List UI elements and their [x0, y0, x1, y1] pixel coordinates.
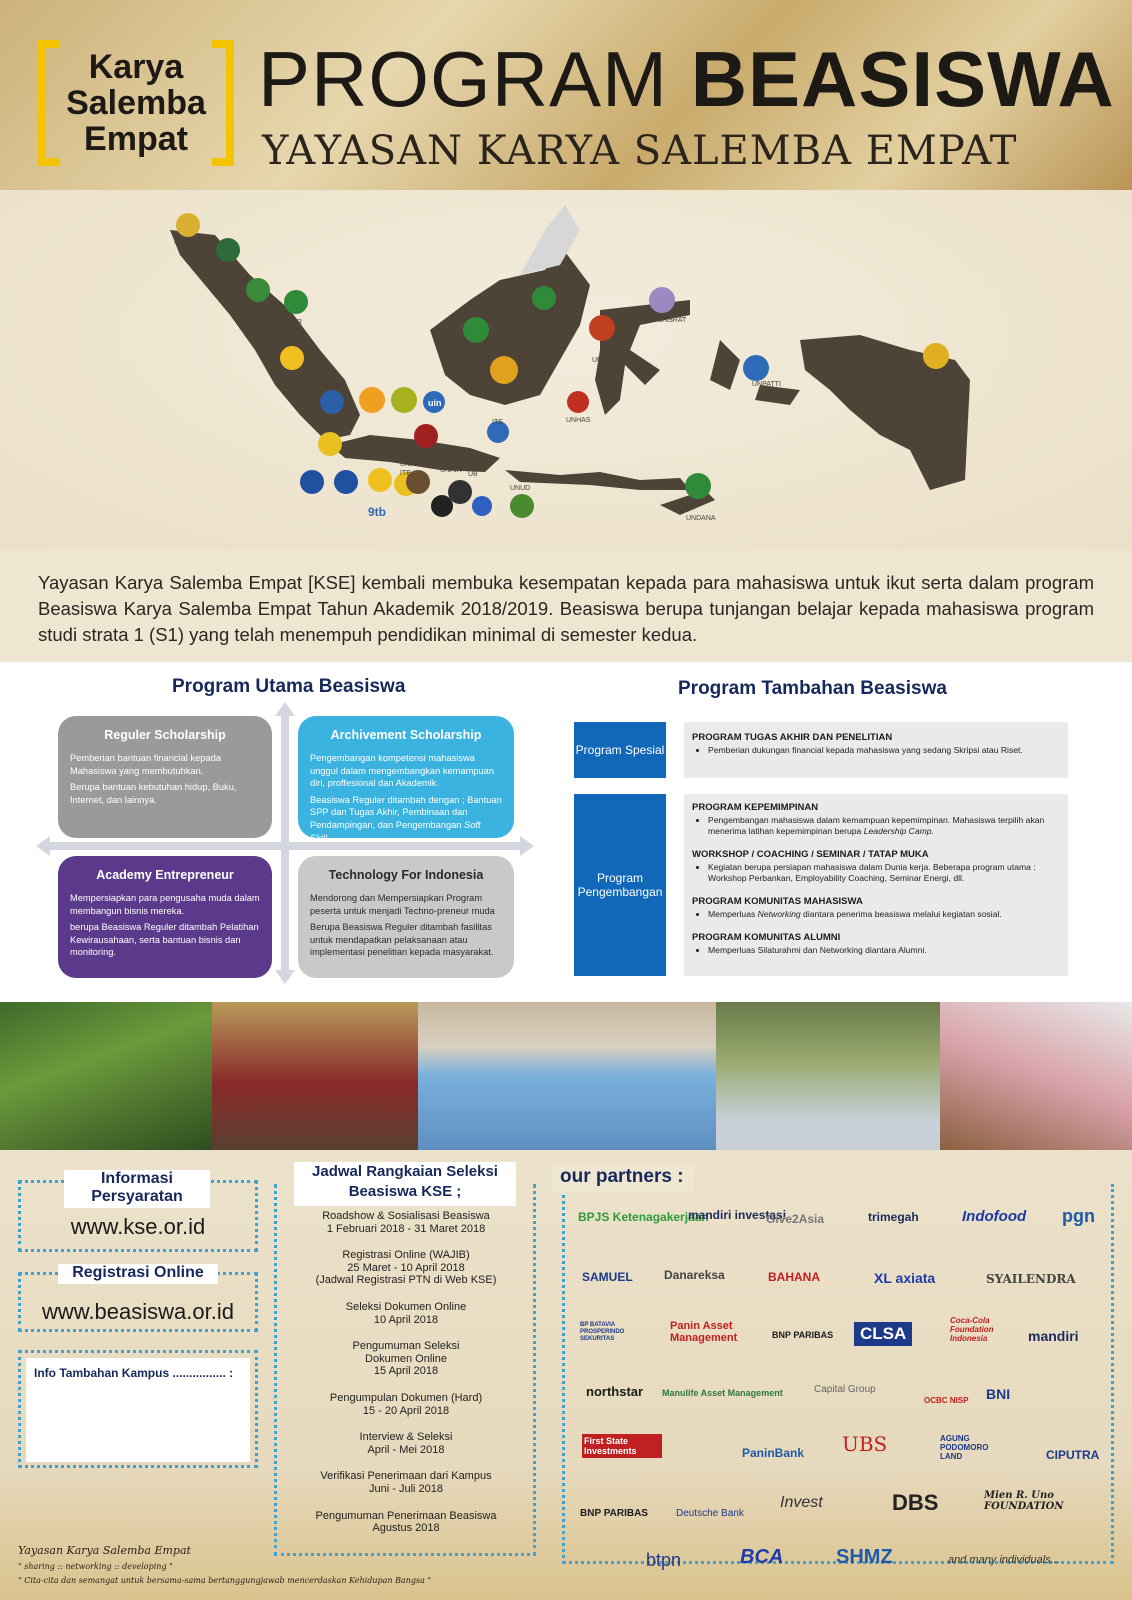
- partner-logo: trimegah: [868, 1210, 919, 1224]
- kse-logo: [38, 40, 234, 166]
- title-bold: BEASISWA: [690, 35, 1115, 123]
- program-pengembangan-label: Program Pengembangan: [574, 794, 666, 976]
- jadwal-line: Pengumuman Penerimaan Beasiswa: [315, 1509, 497, 1522]
- uni-label: ULM: [510, 389, 525, 396]
- jadwal-line: Seleksi Dokumen Online: [345, 1300, 467, 1313]
- partner-logo: BPJS Ketenagakerjaan: [578, 1210, 709, 1224]
- jadwal-line: Dokumen Online: [365, 1352, 447, 1365]
- uni-dot: [743, 355, 769, 381]
- card-text: [310, 794, 502, 844]
- partner-logo: OCBC NISP: [924, 1396, 969, 1405]
- detail-text-em: Networking: [757, 909, 801, 919]
- partner-logo: northstar: [586, 1384, 644, 1399]
- registrasi-url[interactable]: www.beasiswa.or.id: [42, 1299, 234, 1324]
- uni-label: UB: [468, 471, 478, 478]
- card-text-part: Beasiswa Reguler ditambah dengan ; Bantuan SPP dan Tugas Akhir, Pembinaan dan Pendampingan, dan Pengembangan: [310, 794, 502, 830]
- card-text: Mendorong dan Mempersiapkan Program peserta untuk menjadi Techno-preneur muda: [310, 893, 495, 916]
- partner-logo: Danareksa: [664, 1268, 725, 1282]
- photo-hiking: [0, 1002, 212, 1150]
- partner-logo: Deutsche Bank: [676, 1508, 744, 1519]
- card-text: Berupa Beasiswa Reguler ditambah fasilitas untuk mendapatkan pelaksanaan atau implementasi penelitian kepada masyarakat.: [310, 922, 494, 958]
- footer-motto: " sharing :: networking :: developing ": [18, 1562, 173, 1571]
- jadwal-item: [278, 1301, 534, 1326]
- program-spesial-detail: [684, 722, 1068, 778]
- partner-logo: Manulife Asset Management: [662, 1388, 783, 1398]
- title-light: PROGRAM: [258, 35, 691, 123]
- card-text-em: Soft Skill.: [310, 819, 481, 843]
- photo-strip: [0, 1002, 1132, 1150]
- partner-logo: CIPUTRA: [1046, 1448, 1100, 1462]
- partner-logo: AGUNG PODOMORO LAND: [940, 1434, 989, 1461]
- partner-logo: Invest: [780, 1494, 823, 1511]
- card-text: Pengembangan kompetensi mahasiswa unggul dalam mengembangkan kemampuan diri, proffesional dan Akademik.: [310, 753, 494, 789]
- detail-heading: PROGRAM TUGAS AKHIR DAN PENELITIAN: [692, 732, 893, 743]
- uni-label: uin: [428, 398, 442, 408]
- program-tambahan-title: Program Tambahan Beasiswa: [678, 678, 947, 699]
- uni-dot: [649, 287, 675, 313]
- uni-label: 9tb: [368, 505, 386, 519]
- indonesia-map: [0, 190, 1132, 550]
- jadwal-item: [278, 1470, 534, 1495]
- detail-text: Pengembangan mahasiswa dalam kemampuan kepemimpinan. Mahasiswa terpilih akan menerima latihan kepemimpinan berupa: [708, 815, 1045, 836]
- jadwal-item: [278, 1210, 534, 1235]
- logo-line: Salemba: [66, 84, 206, 122]
- detail-text-em: Leadership Camp.: [863, 826, 934, 836]
- partner-logo: BNP PARIBAS: [772, 1330, 834, 1340]
- uni-label: UNPAD: [400, 461, 424, 468]
- uni-dot: [334, 470, 358, 494]
- partner-logo: First State Investments: [582, 1434, 662, 1458]
- uni-dot: [414, 424, 438, 448]
- uni-label: UNDANA: [686, 515, 716, 522]
- uni-dot: [532, 286, 556, 310]
- photo-outdoor-activity: [716, 1002, 940, 1150]
- uni-dot: [567, 391, 589, 413]
- arrow-right-icon: [520, 836, 534, 856]
- uni-dot: [923, 343, 949, 369]
- jadwal-line: April - Mei 2018: [367, 1443, 445, 1456]
- partner-logo: Indofood: [962, 1208, 1027, 1225]
- academy-entrepreneur-card: [58, 856, 272, 978]
- partner-logo: Mien R. Uno FOUNDATION: [984, 1490, 1064, 1512]
- partner-logo: pgn: [1062, 1206, 1095, 1226]
- card-text: berupa Beasiswa Reguler ditambah Pelatihan Kewirausahaan, serta bantuan bisnis dan monitoring.: [70, 922, 259, 958]
- uni-dot: [246, 278, 270, 302]
- jadwal-item: [278, 1392, 534, 1417]
- detail-text: Memperluas: [708, 909, 758, 919]
- partner-logo: BAHANA: [768, 1270, 820, 1284]
- jadwal-list: [278, 1210, 534, 1549]
- card-title: Archivement Scholarship: [330, 728, 482, 742]
- uni-dot: [431, 495, 453, 517]
- persyaratan-label: Informasi Persyaratan: [64, 1170, 210, 1208]
- jadwal-line: 10 April 2018: [373, 1313, 439, 1326]
- persyaratan-url[interactable]: www.kse.or.id: [70, 1214, 206, 1239]
- uni-label: UNMUL: [528, 315, 553, 322]
- uni-dot: [685, 473, 711, 499]
- uni-dot: [359, 387, 385, 413]
- program-utama-title: Program Utama Beasiswa: [172, 676, 406, 697]
- card-text: Pemberian bantuan financial kepada Mahasiswa yang membutuhkan.: [70, 753, 221, 776]
- partner-logo: btpn: [646, 1550, 682, 1570]
- jadwal-line: 1 Februari 2018 - 31 Maret 2018: [326, 1222, 486, 1235]
- uni-dot: [391, 387, 417, 413]
- uni-label: UNUD: [510, 485, 531, 492]
- uni-dot: [463, 317, 489, 343]
- uni-dot: [490, 356, 518, 384]
- partner-logo: PaninBank: [742, 1446, 805, 1460]
- uni-dot: [368, 468, 392, 492]
- uni-dot: [320, 390, 344, 414]
- photo-seminar-crowd: [418, 1002, 716, 1150]
- archivement-scholarship-card: [298, 716, 514, 843]
- detail-heading: PROGRAM KOMUNITAS MAHASISWA: [692, 896, 863, 907]
- jadwal-line: Interview & Seleksi: [359, 1431, 453, 1444]
- arrow-left-icon: [36, 836, 50, 856]
- partner-logo: CLSA: [854, 1322, 912, 1346]
- partner-logo: BNP PARIBAS: [580, 1508, 648, 1519]
- jadwal-line: (Jadwal Registrasi PTN di Web KSE): [315, 1274, 497, 1287]
- footer-slogan: " Cita-cita dan semangat untuk bersama-sama bertanggungjawab mencerdaskan Kehidupan Bangsa ": [18, 1576, 432, 1585]
- card-text: Mempersiapkan para pengusaha muda dalam membangun bisnis mereka.: [70, 893, 260, 916]
- detail-item: • Kegiatan berupa persiapan mahasiswa dalam Dunia kerja. Beberapa program utama : Workshop Perbankan, Employability Coaching, Seminar Energi, dll.: [708, 862, 1060, 884]
- uni-label: UNSRI: [280, 375, 302, 382]
- intro-paragraph: Yayasan Karya Salemba Empat [KSE] kembali membuka kesempatan kepada para mahasiswa untuk ikut serta dalam program Beasiswa Karya Salemba Empat Tahun Akademik 2018/2019. Beasiswa berupa tunjangan belajar kepada mahasiswa program studi strata 1 (S1) yang telah menempuh pendidikan minimal di semester kedua.: [38, 572, 1094, 645]
- map-svg: [0, 190, 1132, 550]
- jadwal-item: [278, 1510, 534, 1535]
- partners-title: our partners :: [552, 1166, 694, 1192]
- partner-logo: DBS: [892, 1490, 939, 1515]
- jadwal-line: 25 Maret - 10 April 2018: [347, 1261, 465, 1274]
- page-subtitle: YAYASAN KARYA SALEMBA EMPAT: [262, 128, 1018, 174]
- jadwal-line: 15 April 2018: [373, 1365, 439, 1378]
- uni-dot: [510, 494, 534, 518]
- uni-label: UNPATTI: [752, 381, 781, 388]
- uni-label: UNDIP: [440, 459, 462, 466]
- uni-dot: [284, 290, 308, 314]
- uni-label: UNHAS: [566, 417, 591, 424]
- jadwal-line: 15 - 20 April 2018: [362, 1404, 450, 1417]
- jadwal-line: Agustus 2018: [372, 1522, 440, 1535]
- partner-logo: SHMZ: [836, 1546, 893, 1568]
- partner-logo: Panin Asset Management: [670, 1320, 738, 1344]
- detail-item: • Pemberian dukungan financial kepada mahasiswa yang sedang Skripsi atau Riset.: [708, 745, 1060, 756]
- arrow-down-icon: [275, 970, 295, 984]
- info-kampus-label: Info Tambahan Kampus ................ :: [34, 1366, 234, 1380]
- program-spesial-label: Program Spesial: [574, 722, 666, 778]
- jadwal-line: Juni - Juli 2018: [369, 1482, 443, 1495]
- uni-label: UNAIR: [440, 467, 462, 474]
- footer-org: Yayasan Karya Salemba Empat: [18, 1544, 191, 1557]
- uni-dot: [448, 480, 472, 504]
- uni-label: UNCEN: [926, 379, 951, 386]
- registrasi-label: Registrasi Online: [58, 1264, 218, 1284]
- jadwal-line: Registrasi Online (WAJIB): [342, 1249, 470, 1262]
- photo-community-activity: [940, 1002, 1132, 1150]
- arrow-up-icon: [275, 702, 295, 716]
- uni-label: IPB: [388, 451, 400, 458]
- uni-label: ITB: [400, 470, 411, 477]
- jadwal-line: Pengumuman Seleksi: [352, 1340, 460, 1353]
- photo-meeting: [212, 1002, 418, 1150]
- partners-more: and many individuals...: [948, 1554, 1060, 1566]
- header: [0, 0, 1132, 190]
- uni-dot: [589, 315, 615, 341]
- uni-label: UR: [292, 319, 303, 326]
- uni-dot: [280, 346, 304, 370]
- partner-logo: Give2Asia: [766, 1212, 825, 1226]
- technology-for-indonesia-card: [298, 856, 514, 978]
- detail-item: [708, 815, 1060, 837]
- uni-label: UNJ: [384, 439, 398, 446]
- uni-dot: [300, 470, 324, 494]
- uni-label: UNSYIAH: [174, 239, 206, 246]
- uni-dot: [216, 238, 240, 262]
- uni-label: UPR: [464, 347, 479, 354]
- partner-logo: UBS: [842, 1432, 888, 1456]
- detail-heading: WORKSHOP / COACHING / SEMINAR / TATAP MUKA: [692, 849, 929, 860]
- partner-logo: mandiri investasi: [688, 1208, 787, 1222]
- uni-label: UNSRAT: [658, 317, 687, 324]
- jadwal-line: Roadshow & Sosialisasi Beasiswa: [322, 1210, 490, 1222]
- jadwal-item: [278, 1340, 534, 1378]
- uni-label: UNTAD: [592, 357, 616, 364]
- page-title: [258, 34, 1115, 125]
- card-title: Technology For Indonesia: [328, 868, 484, 882]
- jadwal-line: Verifikasi Penerimaan dari Kampus: [320, 1470, 492, 1483]
- partner-logo: BP BATAVIA PROSPERINDO SEKURITAS: [580, 1322, 625, 1342]
- uni-label: UI: [374, 449, 381, 456]
- detail-heading: PROGRAM KEPEMIMPINAN: [692, 802, 819, 813]
- partner-logo: Coca-Cola Foundation Indonesia: [950, 1316, 994, 1343]
- card-text: Berupa bantuan kebutuhan hidup, Buku, Internet, dan lainnya.: [70, 782, 237, 805]
- partner-logo: BCA: [740, 1546, 784, 1568]
- reguler-scholarship-card: [58, 716, 272, 838]
- detail-item: [708, 909, 1060, 920]
- jadwal-item: [278, 1249, 534, 1287]
- uni-label: UNILA: [320, 419, 341, 426]
- uni-label: UNTIRTA: [346, 447, 376, 454]
- program-pengembangan-detail: [684, 794, 1068, 976]
- uni-dot: [318, 432, 342, 456]
- detail-text: diantara penerima beasiswa melalui kegiatan sosial.: [800, 909, 1002, 919]
- logo-line: Karya: [88, 48, 184, 86]
- partner-logo: mandiri: [1028, 1328, 1079, 1344]
- logo-line: Empat: [84, 120, 188, 158]
- jadwal-item: [278, 1431, 534, 1456]
- quadrant-axis-vertical: [281, 712, 289, 980]
- partner-logo: Capital Group: [814, 1384, 876, 1395]
- card-title: Reguler Scholarship: [104, 728, 226, 742]
- partner-logo: XL axiata: [874, 1270, 936, 1286]
- partner-logo: BNI: [986, 1386, 1011, 1402]
- partner-logo: SAMUEL: [582, 1270, 633, 1284]
- uni-dot: [472, 496, 492, 516]
- partner-logo: SYAILENDRA: [986, 1272, 1076, 1286]
- card-title: Academy Entrepreneur: [96, 868, 234, 882]
- uni-label: ITS: [492, 419, 503, 426]
- uni-label: USU: [224, 267, 239, 274]
- jadwal-line: Pengumpulan Dokumen (Hard): [329, 1391, 483, 1404]
- uni-label: UNAND: [250, 307, 275, 314]
- island-nusa: [505, 470, 690, 490]
- detail-item: • Memperluas Silaturahmi dan Networking diantara Alumni.: [708, 945, 1060, 956]
- detail-heading: PROGRAM KOMUNITAS ALUMNI: [692, 932, 841, 943]
- uni-dot: [176, 213, 200, 237]
- jadwal-title: Jadwal Rangkaian Seleksi Beasiswa KSE ;: [294, 1162, 516, 1206]
